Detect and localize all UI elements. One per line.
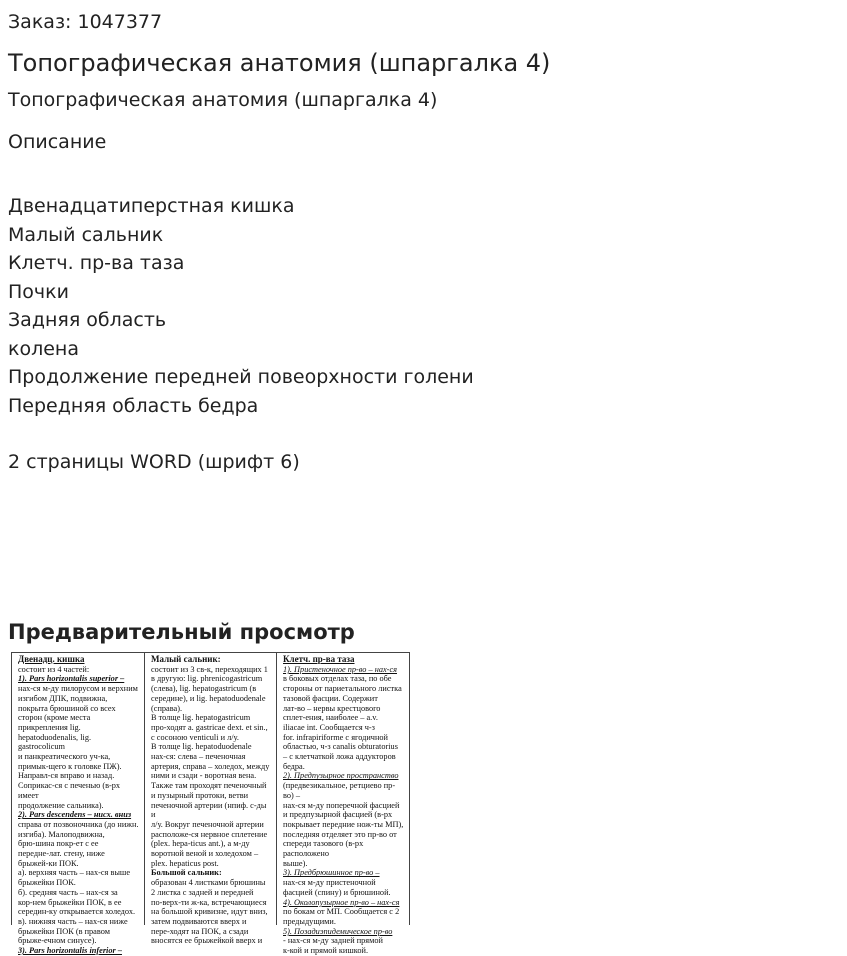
preview-line: прикрепления lig. bbox=[18, 722, 81, 732]
preview-line: состоит из 4 частей: bbox=[18, 664, 90, 674]
preview-line: стороны от париетального листка bbox=[283, 684, 402, 694]
preview-line: 3). Pars horizontalis inferior – bbox=[18, 946, 122, 956]
preview-line: - нах-ся м-ду задней прямой bbox=[283, 936, 383, 946]
preview-line: а). верхняя часть – нах-ся выше bbox=[18, 868, 131, 878]
preview-line: Соприкас-ся с печенью (в-рх имеет bbox=[18, 781, 121, 800]
preview-line: 1). Pars horizontalis superior – bbox=[18, 674, 125, 684]
preview-column-title: Двенадц. кишка bbox=[18, 654, 85, 664]
preview-line: середин-ку открывается холедох. bbox=[18, 907, 136, 917]
page-title: Топографическая анатомия (шпаргалка 4) bbox=[8, 49, 551, 77]
preview-line: 5). Позадиэпидемическое пр-во bbox=[283, 926, 393, 936]
preview-line: последняя отделяет это пр-во от bbox=[283, 829, 397, 839]
topic-list bbox=[8, 192, 474, 420]
preview-line: и пузырный протоки, ветви bbox=[151, 790, 249, 800]
preview-line: середине), и lig. hepatoduodenale bbox=[151, 693, 266, 703]
preview-heading: Предварительный просмотр bbox=[8, 620, 355, 644]
preview-line: примык-щего к головке ПЖ). bbox=[18, 761, 122, 771]
preview-line: выше). bbox=[283, 858, 308, 868]
preview-line: артерия, справа – холедох, между bbox=[151, 761, 270, 771]
preview-line: продолжение сальника). bbox=[18, 800, 104, 810]
preview-line: и предпузырной фасцией (в-рх bbox=[283, 810, 393, 820]
preview-line: печеночной артерии (нпиф. с-ды и bbox=[151, 800, 267, 820]
preview-line: В толще lig. hepatogastricum bbox=[151, 713, 251, 723]
preview-column-title: Клетч. пр-ва таза bbox=[283, 654, 355, 664]
preview-line: покрывает передние нож-ты МП), bbox=[283, 819, 404, 829]
preview-line: лат-во – нервы крестцового bbox=[283, 703, 381, 713]
preview-line: брыжей-ки ПОК. bbox=[18, 858, 79, 868]
preview-line: 4). Околопузырное пр-во – нах-ся bbox=[283, 897, 400, 907]
preview-line: Также там проходят печеночный bbox=[151, 781, 267, 791]
order-number: Заказ: 1047377 bbox=[8, 11, 163, 33]
preview-line: 2). Предпузырное пространство bbox=[283, 771, 399, 781]
preview-line: в другую: lig. phrenicogastricum bbox=[151, 674, 263, 684]
preview-line: бедра. bbox=[283, 761, 305, 771]
pages-note: 2 страницы WORD (шрифт 6) bbox=[8, 451, 300, 473]
preview-column-3 bbox=[276, 653, 409, 956]
preview-line: по-верх-ти ж-ка, встречающиеся bbox=[151, 897, 267, 907]
document-preview bbox=[11, 652, 410, 956]
preview-line: на большой кривизне, идут вниз, bbox=[151, 907, 268, 917]
list-item: Почки bbox=[8, 280, 69, 303]
list-item: Двенадцатиперстная кишка bbox=[8, 195, 295, 217]
preview-line: ними и сзади - воротная вена. bbox=[151, 771, 257, 781]
preview-line: кор-нем брыжейки ПОК, в ее bbox=[18, 897, 122, 907]
list-item: Передняя область бедра bbox=[8, 394, 259, 417]
preview-line: iliacae int. Сообщается ч-з bbox=[283, 722, 375, 732]
preview-line: нах-ся м-ду пилорусом и верхним bbox=[18, 684, 138, 694]
preview-line: (plex. hepa-ticus ant.), а м-ду bbox=[151, 839, 250, 849]
preview-line: – с клетчаткой ложа аддукторов bbox=[283, 752, 396, 762]
preview-line: расположе-ся нервное сплетение bbox=[151, 829, 268, 839]
preview-line: справа от позвоночника (до нижн. bbox=[18, 819, 139, 829]
preview-line: Направл-ся вправо и назад. bbox=[18, 771, 115, 781]
preview-line: брыжейки ПОК. bbox=[18, 878, 76, 888]
preview-line: нах-ся м-ду пристеночной bbox=[283, 878, 376, 888]
list-item: Клетч. пр-ва таза bbox=[8, 252, 185, 274]
preview-line: 3). Предбрюшинное пр-во – bbox=[283, 868, 380, 878]
preview-line: воротной веной и холедохом – bbox=[151, 849, 259, 859]
list-item: колена bbox=[8, 337, 79, 360]
preview-line: plex. hepaticus post. bbox=[151, 858, 219, 868]
preview-line: фасцией (спину) и брюшиной. bbox=[283, 887, 391, 897]
preview-line: (справа). bbox=[151, 703, 183, 713]
preview-column-title: Малый сальник: bbox=[151, 654, 221, 664]
preview-line: и панкреатического уч-ка, bbox=[18, 752, 111, 762]
preview-line: спереди тазового (в-рх расположено bbox=[283, 839, 364, 859]
preview-column-2 bbox=[144, 653, 276, 946]
preview-line: б). средняя часть – нах-ся за bbox=[18, 887, 118, 897]
preview-line: состоит из 3 св-к, переходящих 1 bbox=[151, 664, 268, 674]
preview-line: про-ходят a. gastricae dext. et sin., bbox=[151, 722, 268, 732]
preview-line: образован 4 листками брюшины bbox=[151, 878, 266, 888]
preview-line: 2). Pars descendens – нисх. вниз bbox=[18, 810, 132, 820]
preview-line: передне-лат. стену, ниже bbox=[18, 849, 105, 859]
preview-line: сторон (кроме места bbox=[18, 713, 91, 723]
preview-line: hepatoduodenalis, lig. gastrocolicum bbox=[18, 732, 92, 752]
preview-line: л/у. Вокруг печеночной артерии bbox=[151, 819, 264, 829]
preview-line: областью, ч-з canalis obturatorius bbox=[283, 742, 398, 752]
preview-line: в). нижняя часть – нах-ся ниже bbox=[18, 916, 128, 926]
preview-line: изгиба). Малоподвижна, bbox=[18, 829, 105, 839]
preview-line: в боковых отделах таза, по обе bbox=[283, 674, 392, 684]
preview-line: пере-ходят на ПОК, а сзади bbox=[151, 926, 249, 936]
preview-line: В толще lig. hepatoduodenale bbox=[151, 742, 252, 752]
preview-line: брыжейки ПОК (в правом bbox=[18, 926, 110, 936]
list-item: Продолжение передней повеорхности голени bbox=[8, 366, 474, 388]
preview-line: нах-ся м-ду поперечной фасцией bbox=[283, 800, 400, 810]
preview-line: покрыта брюшиной со всех bbox=[18, 703, 116, 713]
preview-line: 2 листка с задней и передней bbox=[151, 887, 254, 897]
preview-line: вносятся ее брыжейкой вверх и bbox=[151, 936, 263, 946]
preview-line: тазовой фасции. Содержит bbox=[283, 693, 378, 703]
list-item: Малый сальник bbox=[8, 223, 164, 246]
preview-line: нах-ся: слева – печеночная bbox=[151, 752, 246, 762]
preview-line: (предвезикальное, ретциево пр-во) – bbox=[283, 781, 396, 800]
preview-line: сплет-ения, наиболее – а.v. bbox=[283, 713, 378, 723]
preview-line: брыже-ечном синусе). bbox=[18, 936, 97, 946]
preview-line: затем подвиваются вверх и bbox=[151, 916, 247, 926]
preview-line: по бокам от МП. Сообщается с 2 bbox=[283, 907, 400, 917]
preview-line: брю-шина покр-ет с ее bbox=[18, 839, 99, 849]
preview-line: изгибом ДПК, подвижна, bbox=[18, 693, 108, 703]
preview-line: предыдущими. bbox=[283, 916, 336, 926]
preview-column-1 bbox=[12, 653, 144, 956]
page-subtitle: Топографическая анатомия (шпаргалка 4) bbox=[8, 89, 438, 111]
preview-line: 1). Пристеночное пр-во – нах-ся bbox=[283, 664, 397, 674]
preview-line: for. infrapiriforme с ягодичной bbox=[283, 732, 388, 742]
preview-line: (слева), lig. hepatogastricum (в bbox=[151, 684, 257, 694]
preview-line: к-кой и прямой кишкой. bbox=[283, 946, 369, 956]
description-heading: Описание bbox=[8, 131, 107, 153]
preview-line: с сосоною venticuli и л/у. bbox=[151, 732, 239, 742]
list-item: Задняя область bbox=[8, 309, 167, 331]
preview-line: Большой сальник: bbox=[151, 868, 222, 878]
